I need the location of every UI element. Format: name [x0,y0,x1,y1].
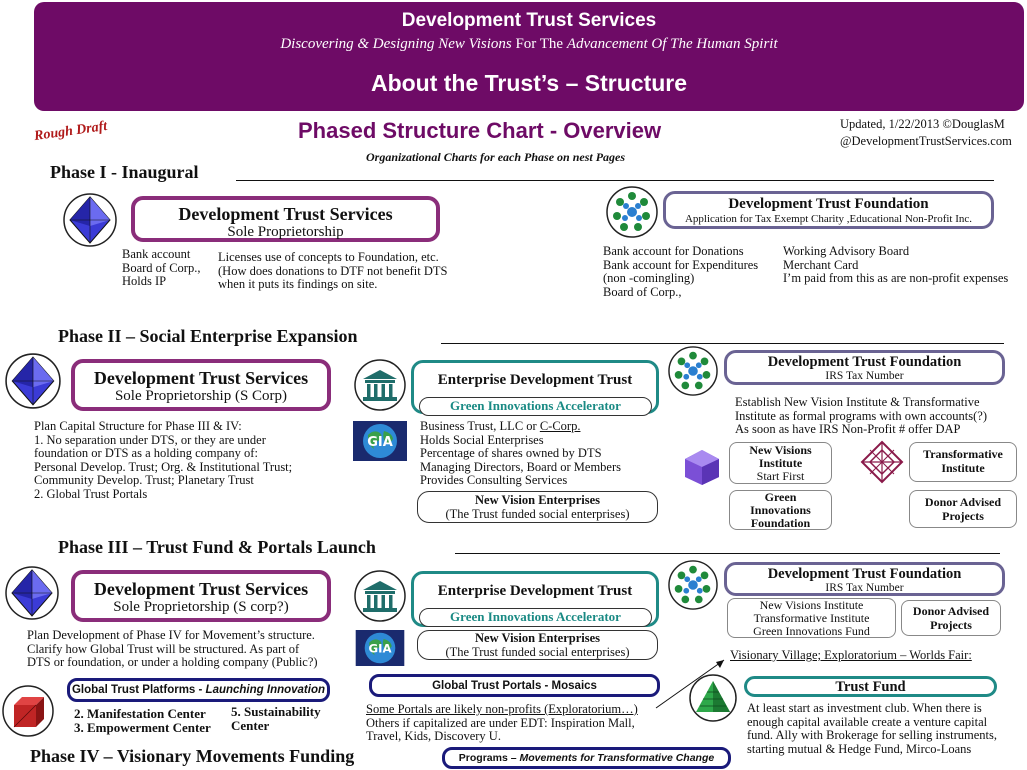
phase2-dtf-notes: Establish New Vision Institute & Transformative Institute as formal programs with own accounts(?) As soon as have IRS Non-Profit # offer DAP [735,395,988,436]
phase3-trust-fund-notes: At least start as investment club. When there is enough capital available create a venture capital fund. Ally with Brokerage for selling instruments, starting mutual & Hedge Fund, Mirco-Loans [747,701,997,756]
phase1-rule [236,180,994,181]
phase3-rule [455,553,1000,554]
banner-subtitle: Discovering & Designing New Visions For The Advancement Of The Human Spirit [280,36,778,52]
chart-subtitle: Organizational Charts for each Phase on nest Pages [366,150,626,164]
globe-gia-icon [353,421,407,466]
phase2-edt-notes: Business Trust, LLC or C-Corp. Holds Social Enterprises Percentage of shares owned by DTS Managing Directors, Board or Members Provides Consulting Services [420,419,621,487]
phase3-portals-box: Global Trust Portals - Mosaics [369,674,660,697]
phase3-edt-box: Enterprise Development Trust [411,571,659,627]
phase1-dts-left-notes: Bank account Board of Corp., Holds IP [122,247,201,288]
phase3-centers-a: 2. Manifestation Center 3. Empowerment Center [74,706,211,735]
bank-building-icon [353,358,407,417]
svg-text:GIA: GIA [367,435,393,450]
phase2-edt-box: Enterprise Development Trust [411,360,659,414]
globe-gia-icon [353,630,407,671]
page-heading: About the Trust’s – Structure [370,70,688,96]
phase1-dtf-left-notes: Bank account for Donations Bank account for Expenditures (non -comingling) Board of Corp., [603,244,759,299]
red-cube-icon [2,685,54,742]
phase3-trust-fund-box: Trust Fund [744,676,997,697]
phase2-ti-box: Transformative Institute [909,442,1017,482]
phase2-dtf-box: Development Trust Foundation IRS Tax Number [724,350,1005,385]
updated-note: Updated, 1/22/2013 ©DouglasM @DevelopmentTrustServices.com [840,117,1012,148]
phase3-village: Visionary Village; Exploratorium – Worlds Fair: [730,648,972,662]
octahedron-icon [4,565,60,626]
phase3-gtp-platforms-box: Global Trust Platforms - Launching Innovation [67,678,330,702]
flower-of-life-icon [668,560,718,615]
star-polyhedron-icon [860,440,904,489]
phase1-dtf-right-notes: Working Advisory Board Merchant Card I’m paid from this as are non-profit expenses [783,244,1009,285]
octahedron-icon [62,192,118,253]
phase1-dts-right-notes: Licenses use of concepts to Foundation, etc. (How does donations to DTF not benefit DTS when it puts its findings on site. [218,250,448,291]
banner-title: Development Trust Services [401,10,657,31]
flower-of-life-icon [606,186,658,243]
phase4-heading: Phase IV – Visionary Movements Funding [30,746,355,766]
phase3-nve-box: New Vision Enterprises (The Trust funded social enterprises) [417,630,658,660]
phase1-dtf-box: Development Trust Foundation Application for Tax Exempt Charity ,Educational Non-Profit Inc. [663,191,994,229]
phase3-portals-note: Some Portals are likely non-profits (Exploratorium…) Others if capitalized are under EDT: Inspiration Mall, Travel, Kids, Discovery U. [366,702,638,743]
svg-text:GIA: GIA [368,641,392,656]
phase2-nvi-box: New Visions Institute Start First [729,442,832,484]
chart-title: Phased Structure Chart - Overview [298,118,662,143]
phase2-gif-box: Green Innovations Foundation [729,490,832,530]
phase3-accelerator-box: Green Innovations Accelerator [419,608,652,627]
flower-of-life-icon [668,346,718,401]
phase3-heading: Phase III – Trust Fund & Portals Launch [58,537,376,557]
phase2-dts-box: Development Trust Services Sole Proprietorship (S Corp) [71,359,331,411]
phase3-dap-box: Donor Advised Projects [901,600,1001,636]
purple-cube-icon [682,447,722,492]
pyramid-icon [688,674,738,727]
phase2-rule [441,343,1004,344]
phase2-dts-notes: Plan Capital Structure for Phase III & IV: 1. No separation under DTS, or they are under foundation or DTS as a holding company of: Personal Develop. Trust; Org. & Institutional Trust; Community Develop. Trust; Planetary Trust 2. Global Trust Portals [34,419,293,501]
phase2-heading: Phase II – Social Enterprise Expansion [58,326,358,346]
phase3-dtf-box: Development Trust Foundation IRS Tax Number [724,562,1005,596]
phase1-dts-box: Development Trust Services Sole Proprietorship [131,196,440,242]
bank-building-icon [353,569,407,628]
phase4-programs-box: Programs – Movements for Transformative Change [442,747,731,769]
phase3-dtf-programs-box: New Visions Institute Transformative Institute Green Innovations Fund [727,598,896,638]
phase3-centers-b: 5. Sustainability Center [231,704,321,733]
phase2-nve-box: New Vision Enterprises (The Trust funded social enterprises) [417,491,658,523]
phase1-heading: Phase I - Inaugural [50,162,199,182]
phase3-dts-box: Development Trust Services Sole Proprietorship (S corp?) [71,570,331,622]
octahedron-icon [4,352,62,415]
phase2-dap-box: Donor Advised Projects [909,490,1017,528]
phase3-dts-notes: Plan Development of Phase IV for Movement’s structure. Clarify how Global Trust will be structured. As part of DTS or foundation, or under a holding company (Public?) [27,628,318,669]
rough-draft-label: Rough Draft [33,118,109,145]
phase2-accelerator-box: Green Innovations Accelerator [419,397,652,416]
